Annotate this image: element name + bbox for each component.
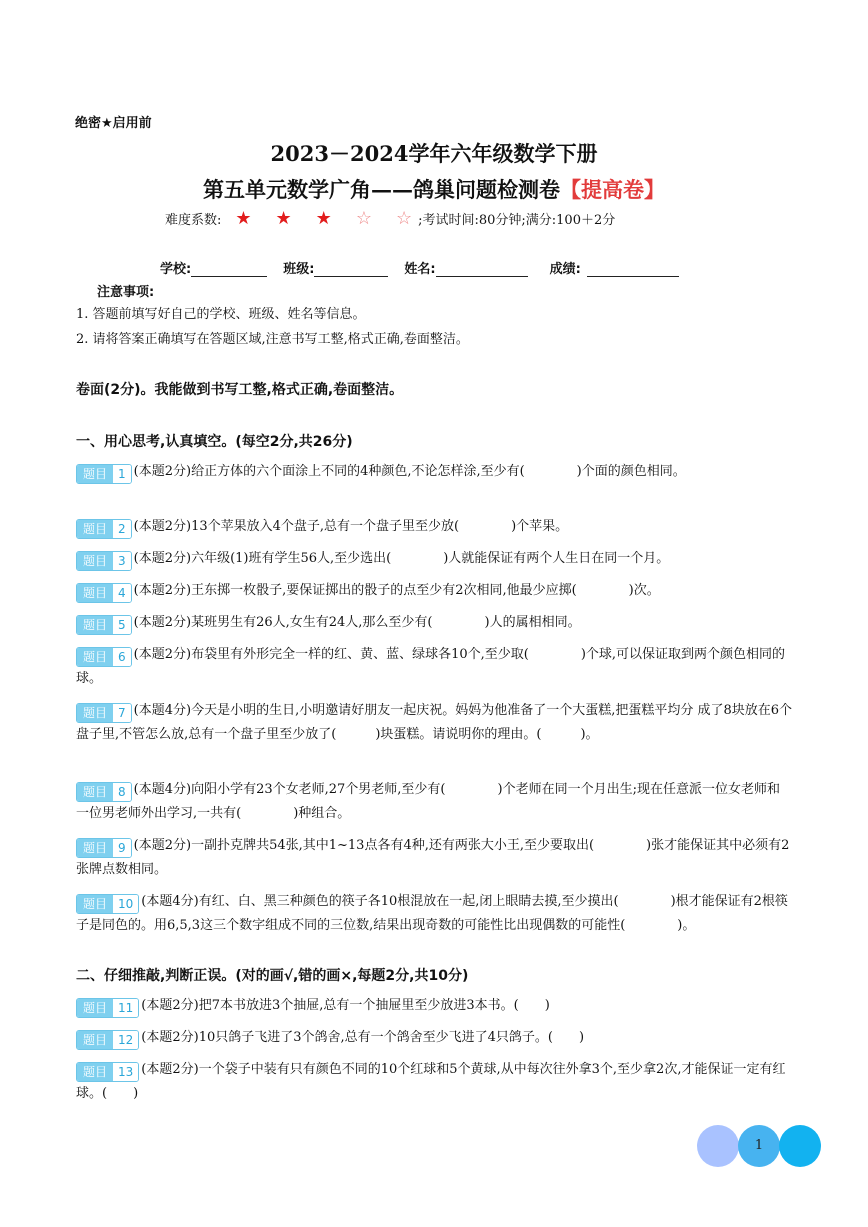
question-tag: 题目 2	[76, 519, 132, 539]
name-blank[interactable]	[436, 262, 528, 277]
question-item	[76, 1026, 792, 1050]
page-number: 1	[754, 1138, 764, 1153]
title-tag: 【提高卷】	[560, 177, 665, 202]
question-text: (本题2分)一副扑克牌共54张,其中1~13点各有4种,还有两张大小王,至少要取出( )张才能保证其中必须有2张牌点数相同。	[76, 838, 790, 877]
question-tag: 题目 5	[76, 615, 132, 635]
question-text: (本题2分)13个苹果放入4个盘子,总有一个盘子里至少放( )个苹果。	[133, 519, 569, 534]
question-tag: 题目 12	[76, 1030, 139, 1050]
question-text: (本题4分)有红、白、黑三种颜色的筷子各10根混放在一起,闭上眼睛去摸,至少摸出( )根才能保证有2根筷子是同色的。用6,5,3这三个数字组成不同的三位数,结果出现奇数的可能性比出现偶数的可能性( )。	[76, 894, 788, 933]
name-label: 姓名:	[404, 262, 436, 277]
question-item	[76, 515, 792, 539]
question-tag: 题目 8	[76, 782, 132, 802]
question-tag: 题目 1	[76, 464, 132, 484]
page-title-line2	[0, 174, 868, 204]
question-text: (本题2分)10只鸽子飞进了3个鸽舍,总有一个鸽舍至少飞进了4只鸽子。( )	[141, 1030, 585, 1045]
question-item	[76, 1058, 792, 1105]
notice-item: 2. 请将答案正确填写在答题区域,注意书写工整,格式正确,卷面整洁。	[76, 332, 469, 347]
question-item	[76, 611, 792, 635]
star-filled-icon: ★	[275, 207, 292, 229]
star-filled-icon: ★	[235, 207, 252, 229]
page-decor-circle	[779, 1125, 821, 1167]
score-label: 成绩:	[549, 262, 581, 277]
name-field[interactable]	[404, 258, 527, 277]
question-tag: 题目 13	[76, 1062, 139, 1082]
question-tag: 题目 6	[76, 647, 132, 667]
school-field[interactable]	[160, 258, 267, 277]
question-tag: 题目 10	[76, 894, 139, 914]
page-decor-circle	[697, 1125, 739, 1167]
cover-note: 卷面(2分)。我能做到书写工整,格式正确,卷面整洁。	[76, 382, 404, 398]
question-item	[76, 460, 792, 484]
question-text: (本题2分)一个袋子中装有只有颜色不同的10个红球和5个黄球,从中每次往外拿3个,至少拿2次,才能保证一定有红球。( )	[76, 1062, 786, 1101]
question-item	[76, 643, 792, 690]
difficulty-label: 难度系数:	[165, 213, 222, 228]
class-blank[interactable]	[314, 262, 388, 277]
question-item	[76, 778, 792, 825]
question-tag: 题目 4	[76, 583, 132, 603]
question-text: (本题2分)六年级(1)班有学生56人,至少选出( )人就能保证有两个人生日在同一个月。	[133, 551, 670, 566]
student-info-fields	[160, 258, 695, 277]
confidential-label: 绝密★启用前	[75, 116, 152, 131]
question-text: (本题2分)布袋里有外形完全一样的红、黄、蓝、绿球各10个,至少取( )个球,可以保证取到两个颜色相同的球。	[76, 647, 786, 686]
question-item	[76, 547, 792, 571]
notice-heading: 注意事项:	[97, 285, 155, 300]
question-text: (本题4分)向阳小学有23个女老师,27个男老师,至少有( )个老师在同一个月出生;现在任意派一位女老师和一位男老师外出学习,一共有( )种组合。	[76, 782, 780, 821]
question-item	[76, 699, 792, 746]
question-text: (本题2分)王东掷一枚骰子,要保证掷出的骰子的点至少有2次相同,他最少应掷( )次。	[133, 583, 660, 598]
section-title: 二、仔细推敲,判断正误。(对的画√,错的画×,每题2分,共10分)	[76, 968, 469, 984]
question-item	[76, 994, 792, 1018]
question-text: (本题4分)今天是小明的生日,小明邀请好朋友一起庆祝。妈妈为他准备了一个大蛋糕,把蛋糕平均分 成了8块放在6个盘子里,不管怎么放,总有一个盘子里至少放了( )块蛋糕。请说明你的理由。( )。	[76, 703, 793, 742]
star-filled-icon: ★	[315, 207, 332, 229]
star-empty-icon: ☆	[395, 207, 413, 229]
score-blank[interactable]	[587, 262, 679, 277]
question-tag: 题目 3	[76, 551, 132, 571]
question-item	[76, 834, 792, 881]
exam-meta-row	[165, 209, 615, 228]
section-title: 一、用心思考,认真填空。(每空2分,共26分)	[76, 434, 353, 450]
class-field[interactable]	[283, 258, 388, 277]
question-text: (本题2分)给正方体的六个面涂上不同的4种颜色,不论怎样涂,至少有( )个面的颜色相同。	[133, 464, 686, 479]
school-blank[interactable]	[191, 262, 267, 277]
title-main: 第五单元数学广角——鸽巢问题检测卷	[203, 177, 560, 202]
notice-item: 1. 答题前填写好自己的学校、班级、姓名等信息。	[76, 307, 366, 322]
class-label: 班级:	[283, 262, 315, 277]
star-empty-icon: ☆	[355, 207, 372, 229]
exam-info: ;考试时间:80分钟;满分:100＋2分	[418, 213, 616, 228]
school-label: 学校:	[160, 262, 192, 277]
question-text: (本题2分)把7本书放进3个抽屉,总有一个抽屉里至少放进3本书。( )	[141, 998, 550, 1013]
question-item	[76, 579, 792, 603]
score-field[interactable]	[544, 258, 679, 277]
question-tag: 题目 9	[76, 838, 132, 858]
page-title-line1: 2023－2024学年六年级数学下册	[270, 141, 598, 166]
question-item	[76, 890, 792, 937]
question-tag: 题目 11	[76, 998, 139, 1018]
question-text: (本题2分)某班男生有26人,女生有24人,那么至少有( )人的属相相同。	[133, 615, 581, 630]
question-tag: 题目 7	[76, 703, 132, 723]
